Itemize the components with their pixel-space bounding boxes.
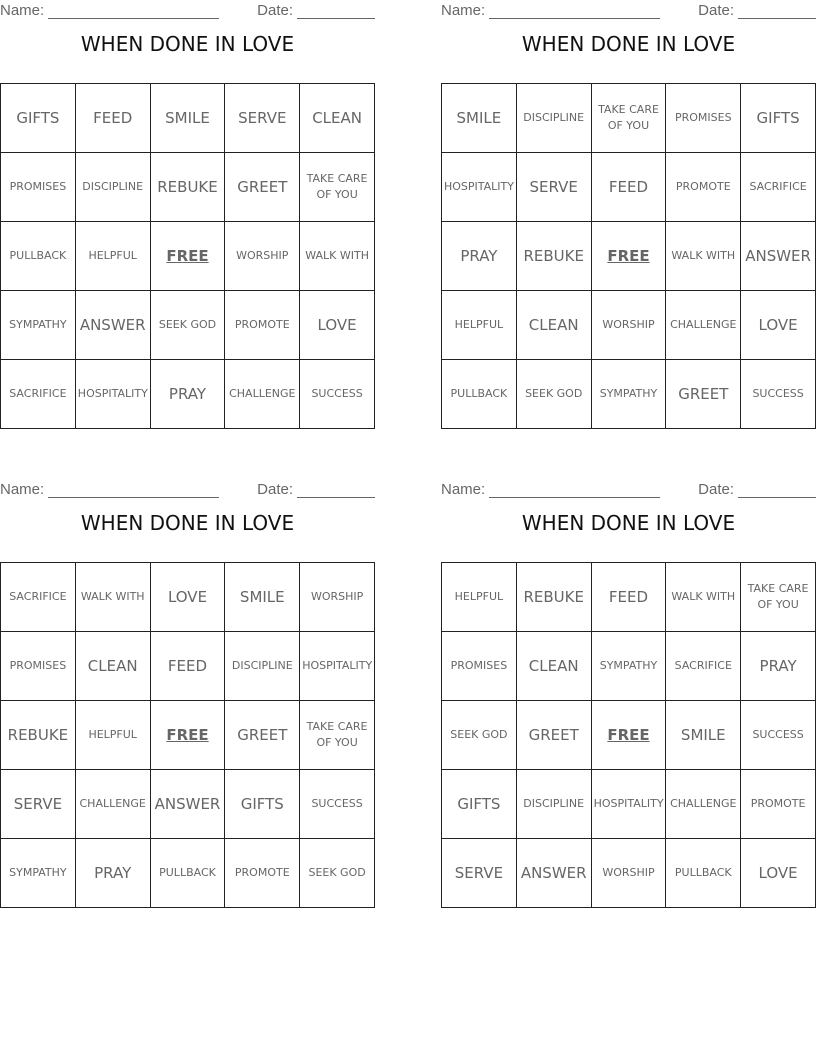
- card-header: [0, 0, 375, 22]
- grid-row: [442, 839, 816, 908]
- bingo-cell: CLEAN: [75, 632, 150, 701]
- card-header: [441, 0, 816, 22]
- bingo-card-3: [0, 479, 375, 882]
- card-title: WHEN DONE IN LOVE: [521, 511, 736, 535]
- bingo-cell: WORSHIP: [591, 839, 666, 908]
- bingo-cell: PROMOTE: [225, 291, 300, 360]
- bingo-cell: PRAY: [442, 222, 517, 291]
- bingo-cell: PULLBACK: [1, 222, 76, 291]
- bingo-cell: DISCIPLINE: [516, 770, 591, 839]
- bingo-cell: FEED: [75, 84, 150, 153]
- bingo-cell: GREET: [225, 701, 300, 770]
- bingo-cell: GREET: [516, 701, 591, 770]
- bingo-cell: DISCIPLINE: [75, 153, 150, 222]
- grid-row: [442, 701, 816, 770]
- bingo-cell: DISCIPLINE: [516, 84, 591, 153]
- bingo-cell: CHALLENGE: [666, 291, 741, 360]
- bingo-cell: PRAY: [741, 632, 816, 701]
- bingo-cell: CLEAN: [516, 632, 591, 701]
- bingo-cell: GIFTS: [1, 84, 76, 153]
- bingo-cell: SACRIFICE: [666, 632, 741, 701]
- bingo-cell: GIFTS: [741, 84, 816, 153]
- bingo-cell: ANSWER: [741, 222, 816, 291]
- date-field: Date:: [698, 481, 816, 498]
- bingo-cell: SMILE: [666, 701, 741, 770]
- bingo-cell: PRAY: [150, 360, 225, 429]
- date-field: Date:: [257, 2, 375, 19]
- bingo-cell: HOSPITALITY: [300, 632, 375, 701]
- bingo-cell: SMILE: [225, 563, 300, 632]
- bingo-cell: WORSHIP: [591, 291, 666, 360]
- grid-row: [442, 770, 816, 839]
- grid-row: [1, 291, 375, 360]
- bingo-cell: SACRIFICE: [741, 153, 816, 222]
- bingo-cell: FREE: [150, 701, 225, 770]
- date-field: Date:: [257, 481, 375, 498]
- bingo-cell: PROMOTE: [225, 839, 300, 908]
- bingo-cell: REBUKE: [150, 153, 225, 222]
- name-field: Name:: [441, 2, 660, 19]
- date-field: Date:: [698, 2, 816, 19]
- bingo-cell: PULLBACK: [666, 839, 741, 908]
- bingo-cell: SYMPATHY: [1, 291, 76, 360]
- bingo-cell: SYMPATHY: [591, 632, 666, 701]
- bingo-cell: SYMPATHY: [591, 360, 666, 429]
- bingo-cell: SERVE: [225, 84, 300, 153]
- bingo-cell: SMILE: [150, 84, 225, 153]
- bingo-cell: SEEK GOD: [516, 360, 591, 429]
- grid-row: [1, 839, 375, 908]
- bingo-cell: SEEK GOD: [150, 291, 225, 360]
- bingo-card-1: [0, 0, 375, 403]
- bingo-cell: GREET: [666, 360, 741, 429]
- bingo-cell: SUCCESS: [300, 360, 375, 429]
- bingo-cell: HELPFUL: [442, 291, 517, 360]
- bingo-cell: GIFTS: [225, 770, 300, 839]
- bingo-cell: PROMISES: [1, 632, 76, 701]
- card-title: WHEN DONE IN LOVE: [80, 511, 295, 535]
- bingo-cell: PROMOTE: [741, 770, 816, 839]
- name-field: Name:: [0, 481, 219, 498]
- card-header: [441, 479, 816, 501]
- bingo-cell: PROMISES: [442, 632, 517, 701]
- grid-row: [1, 701, 375, 770]
- bingo-cell: SERVE: [442, 839, 517, 908]
- bingo-cell: CHALLENGE: [666, 770, 741, 839]
- bingo-cell: LOVE: [150, 563, 225, 632]
- bingo-cell: HOSPITALITY: [442, 153, 517, 222]
- bingo-cell: SUCCESS: [741, 701, 816, 770]
- grid-row: [442, 360, 816, 429]
- bingo-cell: LOVE: [741, 839, 816, 908]
- bingo-cell: FEED: [591, 153, 666, 222]
- bingo-cell: PROMOTE: [666, 153, 741, 222]
- bingo-cell: WALK WITH: [75, 563, 150, 632]
- bingo-cell: REBUKE: [516, 563, 591, 632]
- bingo-cell: ANSWER: [516, 839, 591, 908]
- grid-row: [1, 222, 375, 291]
- bingo-cell: HELPFUL: [75, 701, 150, 770]
- bingo-cell: SERVE: [1, 770, 76, 839]
- card-title: WHEN DONE IN LOVE: [80, 32, 295, 56]
- card-title: WHEN DONE IN LOVE: [521, 32, 736, 56]
- bingo-grid: [441, 562, 816, 908]
- bingo-cell: PROMISES: [666, 84, 741, 153]
- bingo-cell: FEED: [591, 563, 666, 632]
- bingo-cell: FREE: [591, 701, 666, 770]
- bingo-cell: WALK WITH: [300, 222, 375, 291]
- grid-row: [442, 84, 816, 153]
- bingo-cell: WALK WITH: [666, 563, 741, 632]
- grid-row: [442, 153, 816, 222]
- bingo-cell: REBUKE: [1, 701, 76, 770]
- bingo-cell: ANSWER: [150, 770, 225, 839]
- grid-row: [442, 563, 816, 632]
- bingo-cell: GREET: [225, 153, 300, 222]
- bingo-cell: PULLBACK: [150, 839, 225, 908]
- bingo-cell: FREE: [591, 222, 666, 291]
- bingo-cell: TAKE CARE OF YOU: [591, 84, 666, 153]
- grid-row: [1, 84, 375, 153]
- bingo-cell: TAKE CARE OF YOU: [300, 153, 375, 222]
- grid-row: [442, 222, 816, 291]
- grid-row: [1, 153, 375, 222]
- bingo-cell: ANSWER: [75, 291, 150, 360]
- grid-row: [1, 770, 375, 839]
- bingo-grid: [0, 562, 375, 908]
- bingo-cell: SEEK GOD: [442, 701, 517, 770]
- bingo-cell: PULLBACK: [442, 360, 517, 429]
- bingo-grid: [441, 83, 816, 429]
- bingo-cell: HELPFUL: [75, 222, 150, 291]
- bingo-cell: SERVE: [516, 153, 591, 222]
- bingo-cell: WALK WITH: [666, 222, 741, 291]
- bingo-cell: HOSPITALITY: [75, 360, 150, 429]
- bingo-card-4: [441, 479, 816, 882]
- bingo-cell: CHALLENGE: [75, 770, 150, 839]
- grid-row: [442, 291, 816, 360]
- bingo-cell: CLEAN: [516, 291, 591, 360]
- bingo-cell: CLEAN: [300, 84, 375, 153]
- grid-row: [1, 563, 375, 632]
- bingo-cell: SUCCESS: [300, 770, 375, 839]
- bingo-cell: TAKE CARE OF YOU: [741, 563, 816, 632]
- bingo-cell: GIFTS: [442, 770, 517, 839]
- bingo-cell: WORSHIP: [300, 563, 375, 632]
- bingo-cell: SMILE: [442, 84, 517, 153]
- grid-row: [442, 632, 816, 701]
- name-field: Name:: [441, 481, 660, 498]
- bingo-cell: LOVE: [741, 291, 816, 360]
- bingo-cell: FEED: [150, 632, 225, 701]
- bingo-cell: SEEK GOD: [300, 839, 375, 908]
- bingo-cell: HELPFUL: [442, 563, 517, 632]
- bingo-cell: PROMISES: [1, 153, 76, 222]
- grid-row: [1, 632, 375, 701]
- bingo-cell: FREE: [150, 222, 225, 291]
- bingo-cell: WORSHIP: [225, 222, 300, 291]
- bingo-cell: HOSPITALITY: [591, 770, 666, 839]
- bingo-card-2: [441, 0, 816, 403]
- bingo-cell: SUCCESS: [741, 360, 816, 429]
- card-header: [0, 479, 375, 501]
- bingo-cell: LOVE: [300, 291, 375, 360]
- bingo-cell: TAKE CARE OF YOU: [300, 701, 375, 770]
- name-field: Name:: [0, 2, 219, 19]
- bingo-cell: SYMPATHY: [1, 839, 76, 908]
- bingo-cell: DISCIPLINE: [225, 632, 300, 701]
- bingo-cell: REBUKE: [516, 222, 591, 291]
- bingo-cell: CHALLENGE: [225, 360, 300, 429]
- bingo-cell: SACRIFICE: [1, 360, 76, 429]
- grid-row: [1, 360, 375, 429]
- bingo-cell: SACRIFICE: [1, 563, 76, 632]
- bingo-cell: PRAY: [75, 839, 150, 908]
- bingo-grid: [0, 83, 375, 429]
